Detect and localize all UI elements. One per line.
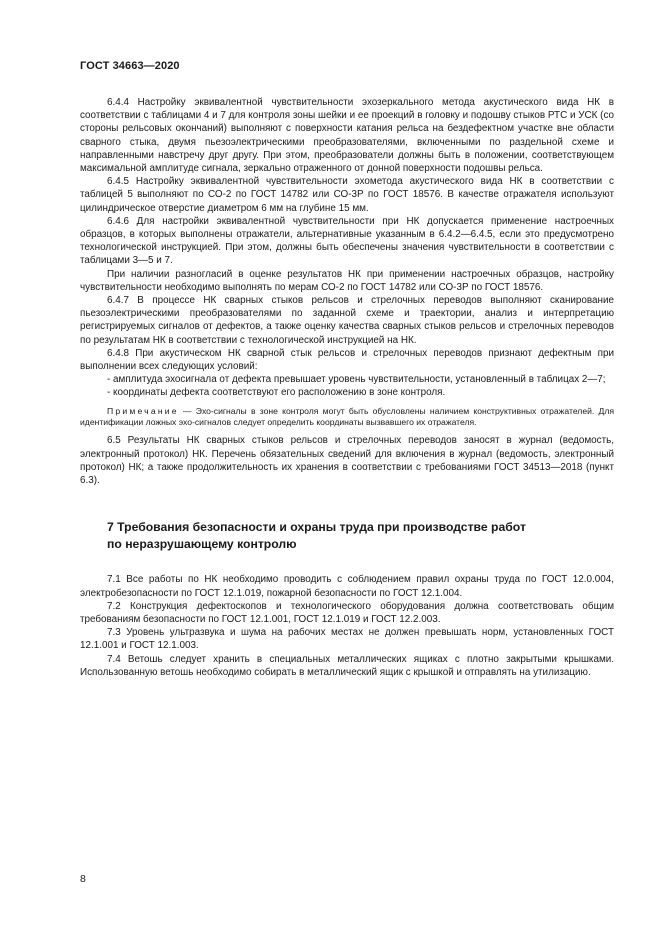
document-header: ГОСТ 34663—2020 — [80, 60, 180, 72]
paragraph-6-4-6-disagreement: При наличии разногласий в оценке результатов НК при применении настроечных образцов, настройку чувствительности необходимо выполнять по мерам СО-2 по ГОСТ 14782 или СО-3Р по ГОСТ 18576. — [80, 268, 614, 293]
section-7-heading-line2: по неразрушающему контролю — [107, 536, 297, 551]
section-7-heading-line1: 7 Требования безопасности и охраны труда при производстве работ — [107, 520, 526, 535]
paragraph-6-4-4: 6.4.4 Настройку эквивалентной чувствительности эхозеркального метода акустического вида НК в соответствии с таблицами 4 и 7 для контроля зоны шейки и ее проекций в головку и подошву стыков РТС и УСК (со стороны рельсовых окончаний) выполняют с поверхности катания рельса на бездефектном участке вне области сварного стыка, двумя пьезоэлектрическими преобразователями, включенными по раздельной схеме и направленными навстречу друг другу. При этом, преобразователи должны быть в положении, соответствующем максимальной амплитуде сигнала, зеркально отраженного от донной поверхности подошвы рельса. — [80, 97, 614, 175]
list-item: - амплитуда эхосигнала от дефекта превышает уровень чувствительности, установленный в таблицах 2—7; — [107, 374, 606, 386]
note-label: Примечание — [107, 405, 179, 416]
note-text: — Эхо-сигналы в зоне контроля могут быть обусловлены наличием конструктивных отражателей. Для идентификации ложных эхо-сигналов следует определить координаты вызвавшего их отражателя. — [80, 405, 614, 428]
paragraph-6-4-7: 6.4.7 В процессе НК сварных стыков рельсов и стрелочных переводов выполняют сканирование пьезоэлектрическими преобразователями по заданной схеме и траектории, анализ и интерпретацию регистрируемых сигналов от дефектов, а также оценку качества сварных стыков рельсов и стрелочных переводов по результатам НК в соответствии с технологической инструкцией на НК. — [80, 295, 614, 346]
paragraph-7-3: 7.3 Уровень ультразвука и шума на рабочих местах не должен превышать норм, установленных ГОСТ 12.1.001 и ГОСТ 12.1.003. — [80, 627, 614, 652]
paragraph-7-4: 7.4 Ветошь следует хранить в специальных металлических ящиках с плотно закрытыми крышками. Использованную ветошь необходимо собирать в металлический ящик с крышкой и отправлять на утилизацию. — [80, 653, 614, 678]
section-7-heading — [107, 519, 614, 552]
paragraph-7-2: 7.2 Конструкция дефектоскопов и технологического оборудования должна соответствовать общим требованиям безопасности по ГОСТ 12.1.001, ГОСТ 12.1.019 и ГОСТ 12.2.003. — [80, 600, 614, 625]
paragraph-7-1: 7.1 Все работы по НК необходимо проводить с соблюдением правил охраны труда по ГОСТ 12.0.004, электробезопасности по ГОСТ 12.1.019, пожарной безопасности по ГОСТ 12.1.004. — [80, 574, 614, 599]
paragraph-6-4-6: 6.4.6 Для настройки эквивалентной чувствительности при НК допускается применение настроечных образцов, в которых выполнены отражатели, альтернативные указанным в 6.4.2—6.4.5, если это предусмотрено технологической инструкцией. При этом, должны быть обеспечены значения чувствительности в соответствии с таблицами 3—5 и 7. — [80, 215, 614, 267]
page-number: 8 — [80, 873, 86, 885]
document-body — [80, 96, 614, 679]
note — [80, 406, 614, 429]
paragraph-6-5: 6.5 Результаты НК сварных стыков рельсов и стрелочных переводов заносят в журнал (ведомость, электронный протокол) НК. Перечень обязательных сведений для включения в журнал (ведомость, электронный протокол) НК; а также продолжительность их хранения в соответствии с требованиями ГОСТ 34513—2018 (пункт 6.3). — [80, 435, 614, 487]
paragraph-6-4-8: 6.4.8 При акустическом НК сварной стык рельсов и стрелочных переводов признают дефектным при выполнении всех следующих условий: — [80, 347, 614, 373]
list-item: - координаты дефекта соответствуют его расположению в зоне контроля. — [107, 387, 446, 399]
paragraph-6-4-5: 6.4.5 Настройку эквивалентной чувствительности эхометода акустического вида НК в соответствии с таблицей 5 выполняют по СО-2 по ГОСТ 14782 или СО-3Р по ГОСТ 18576. В качестве отражателя используют цилиндрическое отверстие диаметром 6 мм на глубине 15 мм. — [80, 176, 614, 214]
